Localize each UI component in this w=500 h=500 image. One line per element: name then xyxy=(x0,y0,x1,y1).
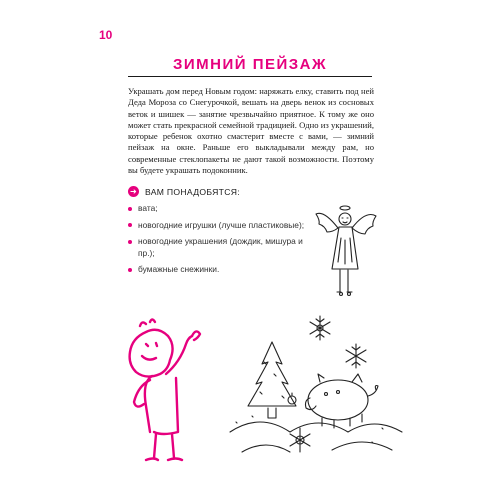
bullet-dot xyxy=(128,268,132,272)
arrow-right-circle-icon: ➜ xyxy=(129,186,137,196)
title-underline xyxy=(128,76,372,77)
bullet-dot xyxy=(128,207,132,211)
page-number: 10 xyxy=(99,28,113,42)
bullet-dot xyxy=(128,240,132,244)
intro-text xyxy=(128,86,374,176)
bullet-dot xyxy=(128,223,132,227)
intro-paragraph: Украшать дом перед Новым годом: наряжать елку, ставить под ней Деда Мороза со Снегурочкой, вешать на дверь венок из сосновых веток и шишек — занятие чрезвычайно приятное. К тому же оно может стать прекрасной семейной традицией. Одно из украшений, которые ребенок охотно смастерит вместе с вами, — зимний пейзаж на окне. Раньше его выкладывали между рам, но современные стеклопакеты не дают такой возможности. Поэтому вы будете украшать подоконник. xyxy=(128,86,374,176)
materials-header xyxy=(128,186,240,197)
list-item-text: новогодние украшения (дождик, мишура и пр.); xyxy=(138,236,303,258)
angel-doodle-icon xyxy=(308,198,384,310)
winter-scene-doodle-icon xyxy=(222,312,408,472)
materials-list xyxy=(128,203,308,281)
list-item-text: вата; xyxy=(138,203,158,213)
materials-header-label: ВАМ ПОНАДОБЯТСЯ: xyxy=(145,186,240,197)
list-item xyxy=(128,236,308,259)
list-item xyxy=(128,264,308,276)
child-pointing-doodle-icon xyxy=(116,316,212,474)
list-item-text: бумажные снежинки. xyxy=(138,264,220,274)
list-item xyxy=(128,203,308,215)
list-item xyxy=(128,220,308,232)
page-title: ЗИМНИЙ ПЕЙЗАЖ xyxy=(172,56,328,73)
list-item-text: новогодние игрушки (лучше пластиковые); xyxy=(138,219,305,230)
